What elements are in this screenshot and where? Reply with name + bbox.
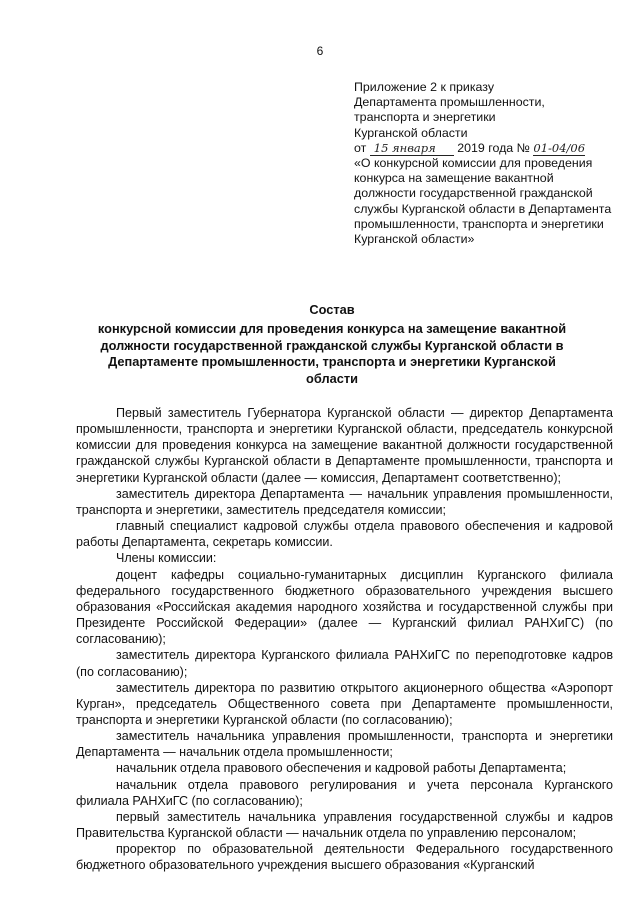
paragraph-chairman: Первый заместитель Губернатора Курганской области — директор Департамента промышленности, транспорта и энергетики Курганской области, председатель конкурсной комиссии для проведения конкурса на замещение вакантной должности государственной гражданской службы Курганской области в Департаменте промышленности, транспорта и энергетики Курганской области (далее — комиссия, Департамент соответственно);: [76, 406, 613, 485]
appendix-line: Департамента промышленности,: [354, 95, 545, 110]
handwritten-order-number: 01-04/06: [533, 140, 586, 155]
commission-composition-body: [76, 405, 613, 874]
paragraph-member: первый заместитель начальника управления государственной службы и кадров Правительства Курганской области — начальник отдела по управлению персоналом;: [76, 809, 613, 841]
handwritten-order-date: 15 января: [370, 142, 454, 156]
page-number: 6: [316, 44, 324, 58]
members-label: Члены комиссии:: [116, 551, 217, 566]
paragraph-secretary: главный специалист кадровой службы отдела правового обеспечения и кадровой работы Департамента, секретарь комиссии.: [76, 519, 613, 550]
appendix-block: [354, 80, 616, 247]
appendix-line: транспорта и энергетики: [354, 110, 496, 125]
document-title-block: [84, 302, 580, 388]
paragraph-member: начальник отдела правового регулирования и учета персонала Курганского филиала РАНХиГС (по согласованию);: [76, 777, 613, 808]
paragraph-member: проректор по образовательной деятельности Федерального государственного бюджетного образовательного учреждения высшего образования «Курганский: [76, 842, 613, 873]
document-title: Состав: [309, 302, 355, 317]
paragraph-member: доцент кафедры социально-гуманитарных дисциплин Курганского филиала федерального государственного бюджетного образовательного учреждения высшего образования «Российская академия народного хозяйства и государственной службы при Президенте Российской Федерации» (далее — Курганский филиал РАНХиГС) (по согласованию);: [76, 567, 613, 647]
paragraph-member: заместитель начальника управления промышленности, транспорта и энергетики Департамента — начальник отдела промышленности;: [76, 729, 613, 760]
paragraph-member: заместитель директора Курганского филиала РАНХиГС по переподготовке кадров (по согласованию);: [76, 648, 613, 679]
document-subtitle: конкурсной комиссии для проведения конкурса на замещение вакантной должности государственной гражданской службы Курганской области в Департаменте промышленности, транспорта и энергетики Курганской области: [97, 320, 567, 387]
paragraph-member: начальник отдела правового обеспечения и кадровой работы Департамента;: [116, 761, 567, 776]
order-year-text: 2019 года №: [457, 140, 530, 155]
order-line: [354, 141, 616, 156]
appendix-line: Приложение 2 к приказу: [354, 80, 495, 94]
appendix-line: Курганской области: [354, 125, 468, 140]
paragraph-member: заместитель директора по развитию открытого акционерного общества «Аэропорт Курган», председатель Общественного совета при Департаменте промышленности, транспорта и энергетики Курганской области (по согласованию);: [76, 680, 613, 727]
paragraph-deputy-chairman: заместитель директора Департамента — начальник управления промышленности, транспорта и энергетики, заместитель председателя комиссии;: [76, 486, 613, 517]
order-prefix: от: [354, 140, 367, 155]
order-title: «О конкурсной комиссии для проведения конкурса на замещение вакантной должности государственной гражданской службы Курганской области в Департамента промышленности, транспорта и энергетики Курганской области»: [354, 156, 612, 247]
